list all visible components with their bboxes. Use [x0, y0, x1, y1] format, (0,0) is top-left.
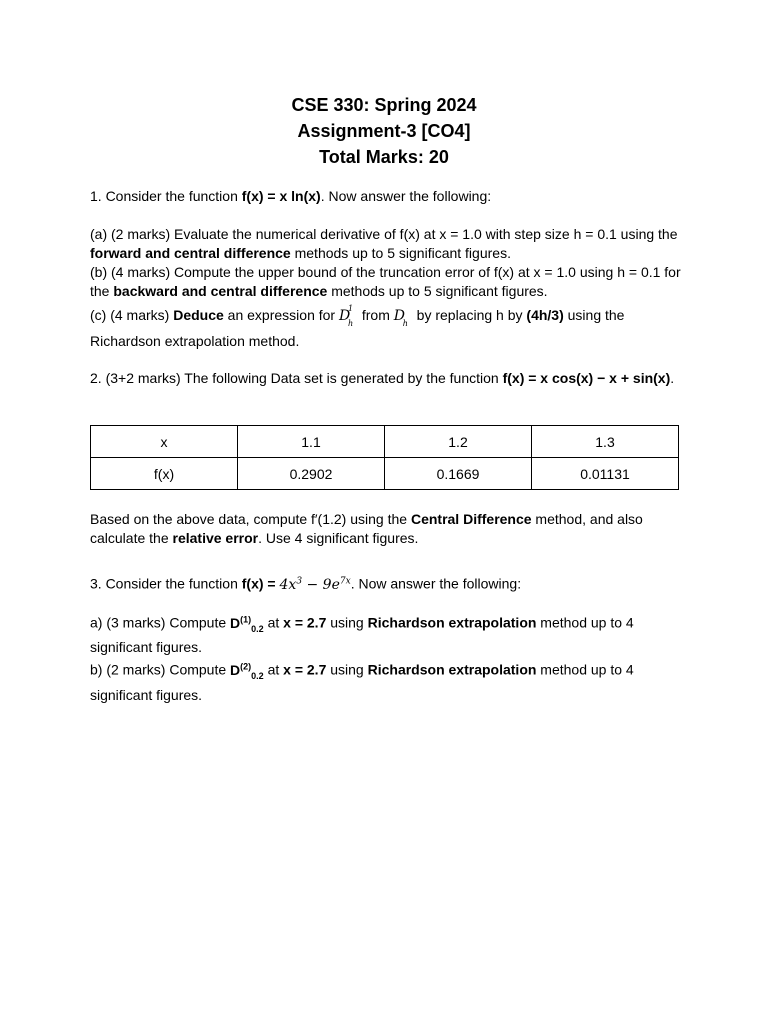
q3a-d-sub: 0.2	[251, 623, 264, 634]
q2-task2-post: . Use 4 significant figures.	[258, 530, 419, 546]
q3a-pre: a) (3 marks) Compute	[90, 614, 231, 631]
q1c-d-symbol	[338, 304, 354, 328]
q2-intro-text: 2. (3+2 marks) The following Data set is generated by the function	[90, 370, 503, 386]
q3a-d-symbol	[230, 614, 264, 634]
q1b-methods: backward and central difference	[113, 283, 328, 299]
q3b-post: method up to 4	[536, 662, 634, 679]
q3-function-label: f(x) =	[241, 575, 280, 592]
q3a-d-sup: (1)	[240, 614, 252, 624]
table-cell: f(x)	[91, 458, 238, 490]
q1c-d2: D	[393, 308, 405, 324]
q3b-d-sub: 0.2	[251, 670, 264, 681]
q1-intro	[90, 187, 690, 206]
q1c-mid2: from	[357, 307, 394, 323]
table-cell: 1.2	[385, 426, 532, 458]
q3a-post: method up to 4	[536, 614, 634, 631]
q1c-d: D	[338, 308, 351, 324]
q1b-line2-post: methods up to 5 significant figures.	[327, 283, 548, 299]
q3a-line1	[90, 610, 690, 638]
q3a-d: D	[230, 614, 241, 631]
q1c-mid3: by replacing h by	[412, 307, 527, 323]
q1c-replacement: (4h/3)	[526, 307, 564, 323]
table-row	[91, 458, 679, 490]
q1c-d-sub: h	[347, 319, 354, 328]
q1b-line2	[90, 282, 690, 301]
q1-part-c	[90, 305, 690, 351]
table-cell: x	[91, 426, 238, 458]
q2-task2-pre: calculate the	[90, 530, 173, 546]
table-cell: 0.2902	[238, 458, 385, 490]
table-cell: 0.01131	[532, 458, 679, 490]
q3b-x: x = 2.7	[283, 662, 327, 679]
q1c-post: using the	[563, 307, 625, 323]
document-header	[0, 92, 768, 170]
q2-method: Central Difference	[410, 511, 532, 527]
q3-parts	[90, 610, 690, 705]
q3-term-b: − 9e	[302, 576, 340, 593]
q1a-methods: forward and central difference	[90, 245, 291, 261]
q2-task	[90, 510, 690, 548]
q3b-mid: at	[263, 662, 284, 679]
q1c-d-sup: 1	[347, 304, 354, 313]
q3-function-expression	[280, 577, 351, 593]
q3-intro-post: . Now answer the following:	[350, 575, 522, 592]
course-title: CSE 330: Spring 2024	[291, 95, 477, 115]
q1c-dh-symbol	[393, 306, 408, 328]
q3a-line2: significant figures.	[90, 639, 203, 656]
q3b-d: D	[230, 662, 241, 679]
q1b-line2-pre: the	[90, 283, 114, 299]
q2-task-line1	[90, 510, 690, 529]
q2-task-line2	[90, 529, 690, 548]
q3-term-a-exponent: 3	[296, 576, 303, 586]
q3a-mid: at	[263, 614, 284, 631]
table-row	[91, 426, 679, 458]
total-marks: Total Marks: 20	[319, 147, 449, 167]
q3a-x: x = 2.7	[283, 614, 327, 631]
q3-intro	[90, 571, 690, 595]
q3b-line1	[90, 657, 690, 685]
q3a-method: Richardson extrapolation	[367, 614, 537, 631]
q1-parts-ab	[90, 225, 690, 301]
q3b-method: Richardson extrapolation	[367, 662, 537, 679]
q1a-line2-post: methods up to 5 significant figures.	[290, 245, 511, 261]
q3a-mid2: using	[326, 614, 368, 631]
q3b-d-symbol	[230, 661, 264, 681]
q3b-d-sup: (2)	[240, 661, 252, 672]
q1c-line1	[90, 305, 690, 326]
q2-intro	[90, 369, 690, 388]
q3b-mid2: using	[326, 662, 368, 679]
q1c-pre: (c) (4 marks)	[90, 307, 174, 323]
q1c-mid1: an expression for	[223, 307, 339, 323]
q2-intro-post: .	[670, 370, 675, 386]
q2-function: f(x) = x cos(x) − x + sin(x)	[502, 370, 671, 386]
q1c-line2: Richardson extrapolation method.	[90, 333, 300, 349]
q2-task-post: method, and also	[531, 511, 643, 527]
q3-term-b-exponent: 7x	[339, 576, 351, 586]
q1a-line2	[90, 244, 690, 263]
q1c-d2-sub: h	[402, 319, 408, 328]
q3-intro-text: 3. Consider the function	[90, 575, 242, 592]
table-cell: 0.1669	[385, 458, 532, 490]
table-cell: 1.3	[532, 426, 679, 458]
q2-relative-error: relative error	[172, 530, 259, 546]
q2-task-pre: Based on the above data, compute f′(1.2) using the	[90, 511, 411, 527]
assignment-title: Assignment-3 [CO4]	[297, 121, 471, 141]
q1a-line1: (a) (2 marks) Evaluate the numerical derivative of f(x) at x = 1.0 with step size h = 0.1 using the	[90, 226, 678, 242]
q3b-line2: significant figures.	[90, 686, 203, 703]
q1-intro-post: . Now answer the following:	[320, 188, 492, 204]
q3-term-a: 4x	[279, 576, 297, 593]
q1c-deduce: Deduce	[173, 307, 224, 323]
q3b-pre: b) (2 marks) Compute	[90, 662, 231, 679]
data-table	[90, 425, 679, 490]
q1-function: f(x) = x ln(x)	[241, 188, 321, 204]
table-cell: 1.1	[238, 426, 385, 458]
q1-intro-text: 1. Consider the function	[90, 188, 242, 204]
q1b-line1: (b) (4 marks) Compute the upper bound of the truncation error of f(x) at x = 1.0 using h = 0.1 for	[90, 264, 681, 280]
